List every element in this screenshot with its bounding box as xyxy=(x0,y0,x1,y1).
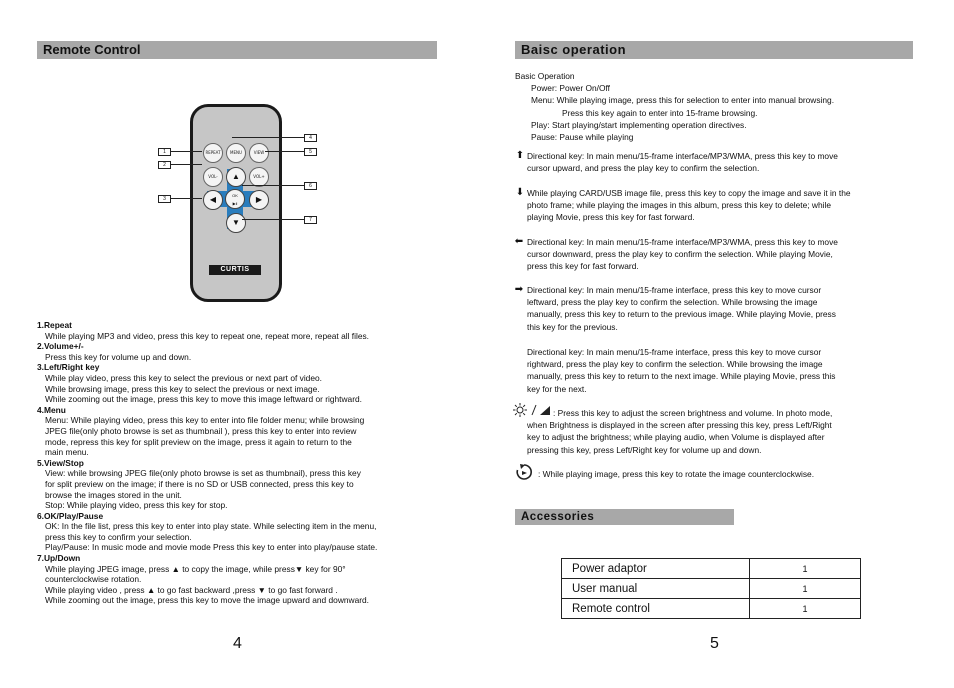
item-left-right xyxy=(37,362,452,404)
text-line: manually, press this key to return to the next image. While playing Movie, press this xyxy=(527,371,836,382)
right-button: ▶ xyxy=(249,190,269,210)
callout-line-4 xyxy=(232,137,304,138)
brand-logo: CURTIS xyxy=(209,265,261,275)
basic-play: Play: Start playing/start implementing operation directives. xyxy=(531,119,747,130)
direction-up-text xyxy=(527,150,922,174)
item-heading: 7.Up/Down xyxy=(37,553,81,564)
text-line: While playing CARD/USB image file, press this key to copy the image and save it in the xyxy=(527,188,851,198)
table-row xyxy=(562,599,861,619)
text-line: this key for the previous. xyxy=(527,321,618,332)
item-heading: 2.Volume+/- xyxy=(37,341,84,352)
text-line: cursor downward, press the play key to confirm the selection. While playing Movie, xyxy=(527,249,833,260)
ok-play-pause-button: OK ▶‖ xyxy=(225,189,245,209)
item-line: Play/Pause: In music mode and movie mode Press this key to enter into play/pause state. xyxy=(45,542,378,553)
basic-menu-cont: Press this key again to enter into 15-frame browsing. xyxy=(562,107,758,118)
left-button: ◀ xyxy=(203,190,223,210)
basic-operation-block xyxy=(515,70,915,143)
table-row xyxy=(562,559,861,579)
table-row xyxy=(562,579,861,599)
text-line: Directional key: In main menu/15-frame interface/MP3/WMA, press this key to move xyxy=(527,237,838,247)
item-line: While playing JPEG image, press ▲ to copy the image, while press▼ key for 90° xyxy=(45,563,346,574)
brightness-volume-text xyxy=(527,407,922,456)
item-line: While zooming out the image, press this key to move this image leftward or rightward. xyxy=(45,394,362,405)
item-heading: 1.Repeat xyxy=(37,320,72,330)
accessory-qty: 1 xyxy=(750,579,861,599)
item-line: Menu: While playing video, press this key to enter into file folder menu; while browsing xyxy=(45,415,365,426)
item-line: JPEG file(only photo browse is set as thumbnail ), press this key to enter into review xyxy=(45,425,357,436)
item-line: main menu. xyxy=(45,447,89,458)
accessories-title: Accessories xyxy=(521,511,595,523)
accessory-item: User manual xyxy=(562,579,750,599)
page-title-left: Remote Control xyxy=(43,42,141,57)
text-line: Directional key: In main menu/15-frame interface, press this key to move cursor xyxy=(527,285,822,295)
item-line: mode, repress this key for split preview on the image, press it again to return to the xyxy=(45,436,352,447)
text-line: manually, press this key to return to the previous image. While playing Movie, press xyxy=(527,309,836,320)
callout-line-1 xyxy=(170,151,202,152)
item-ok-play-pause xyxy=(37,511,452,553)
accessory-qty: 1 xyxy=(750,559,861,579)
item-view-stop xyxy=(37,458,452,511)
item-heading: 5.View/Stop xyxy=(37,457,84,468)
item-line: Press this key for volume up and down. xyxy=(45,351,192,362)
text-line: Directional key: In main menu/15-frame interface, press this key to move cursor xyxy=(527,347,822,357)
callout-5: 5 xyxy=(304,148,317,156)
text-line: : Press this key to adjust the screen brightness and volume. In photo mode, xyxy=(553,408,833,418)
text-line: key for the next. xyxy=(527,383,587,394)
down-button: ▼ xyxy=(226,213,246,233)
vol-minus-button: VOL- xyxy=(203,167,223,187)
item-line: While playing video , press ▲ to go fast backward ,press ▼ to go fast forward . xyxy=(45,584,338,595)
text-line: cursor upward, and press the play key to confirm the selection. xyxy=(527,163,760,174)
item-line: While zooming out the image, press this key to move the image upward and downward. xyxy=(45,595,369,606)
remote-key-descriptions xyxy=(37,320,452,606)
item-volume xyxy=(37,341,452,362)
page-title-right: Baisc operation xyxy=(521,42,627,57)
callout-line-3 xyxy=(170,198,202,199)
item-line: While browsing image, press this key to select the previous or next image. xyxy=(45,383,320,394)
item-repeat xyxy=(37,320,452,341)
menu-button: MENU xyxy=(226,143,246,163)
callout-1: 1 xyxy=(158,148,171,156)
direction-down-text xyxy=(527,187,922,224)
text-line: leftward, press the play key to confirm the selection. While browsing the image xyxy=(527,297,818,308)
item-up-down xyxy=(37,553,452,606)
accessory-qty: 1 xyxy=(750,599,861,619)
item-heading: 4.Menu xyxy=(37,404,66,415)
left-arrow-icon: ⬅ xyxy=(514,236,524,247)
item-line: OK: In the file list, press this key to enter into play state. While selecting item in the menu, xyxy=(45,521,377,532)
up-button: ▲ xyxy=(226,167,246,187)
accessories-table xyxy=(561,558,861,619)
text-line: photo frame; while playing the images in this album, press this key to delete; while xyxy=(527,200,831,211)
up-arrow-icon: ⬆ xyxy=(515,150,525,161)
text-line: rightward, press the play key to confirm the selection. While browsing the image xyxy=(527,359,823,370)
text-line: Directional key: In main menu/15-frame interface/MP3/WMA, press this key to move xyxy=(527,151,838,161)
basic-heading: Basic Operation xyxy=(515,71,575,81)
text-line: when Brightness is displayed in the screen after pressing this key, press Left/Right xyxy=(527,420,832,431)
callout-7: 7 xyxy=(304,216,317,224)
callout-line-6 xyxy=(242,185,304,186)
basic-menu: Menu: While playing image, press this for selection to enter into manual browsing. xyxy=(531,95,835,106)
remote-illustration xyxy=(190,104,282,302)
item-heading: 3.Left/Right key xyxy=(37,362,100,373)
item-line: counterclockwise rotation. xyxy=(45,574,142,585)
right-arrow-icon: ➡ xyxy=(514,284,524,295)
direction-right-text xyxy=(527,284,922,333)
accessory-item: Remote control xyxy=(562,599,750,619)
down-arrow-icon: ⬇ xyxy=(515,187,525,198)
item-heading: 6.OK/Play/Pause xyxy=(37,510,104,521)
item-line: View: while browsing JPEG file(only photo browse is set as thumbnail), press this key xyxy=(45,468,361,479)
callout-6: 6 xyxy=(304,182,317,190)
direction-rightward-text xyxy=(527,346,922,395)
callout-line-5 xyxy=(265,151,304,152)
vol-plus-button: VOL+ xyxy=(249,167,269,187)
view-stop-button: VIEW xyxy=(249,143,269,163)
callout-2: 2 xyxy=(158,161,171,169)
item-line: Stop: While playing video, press this key for stop. xyxy=(45,500,228,511)
callout-line-2 xyxy=(170,164,202,165)
callout-4: 4 xyxy=(304,134,317,142)
text-line: press this key for fast forward. xyxy=(527,261,639,272)
text-line: key to adjust the brightness; while playing audio, when Volume is displayed after xyxy=(527,432,825,443)
item-line: While playing MP3 and video, press this key to repeat one, repeat more, repeat all files. xyxy=(45,330,370,341)
basic-pause: Pause: Pause while playing xyxy=(531,132,634,143)
direction-left-text xyxy=(527,236,922,273)
text-line: playing Movie, press this key for fast forward. xyxy=(527,212,695,223)
accessory-item: Power adaptor xyxy=(562,559,750,579)
basic-operation-title-bar xyxy=(515,41,913,59)
rotate-icon xyxy=(515,463,533,481)
callout-line-7 xyxy=(242,219,304,220)
item-line: While play video, press this key to select the previous or next part of video. xyxy=(45,372,322,383)
repeat-button: REPEAT xyxy=(203,143,223,163)
accessories-title-bar xyxy=(515,509,734,525)
basic-power: Power: Power On/Off xyxy=(531,83,610,94)
rotate-text: : While playing image, press this key to rotate the image counterclockwise. xyxy=(538,469,815,479)
remote-control-title-bar xyxy=(37,41,437,59)
item-menu xyxy=(37,405,452,458)
item-line: for split preview on the image; if there is no SD or USB connected, press this key to xyxy=(45,478,354,489)
text-line: pressing this key, press Left/Right key for volume up and down. xyxy=(527,444,762,455)
callout-3: 3 xyxy=(158,195,171,203)
page-number-right: 5 xyxy=(710,635,719,652)
item-line: press this key to confirm your selection. xyxy=(45,531,192,542)
item-line: browse the images stored in the unit. xyxy=(45,489,182,500)
page-number-left: 4 xyxy=(233,635,242,652)
